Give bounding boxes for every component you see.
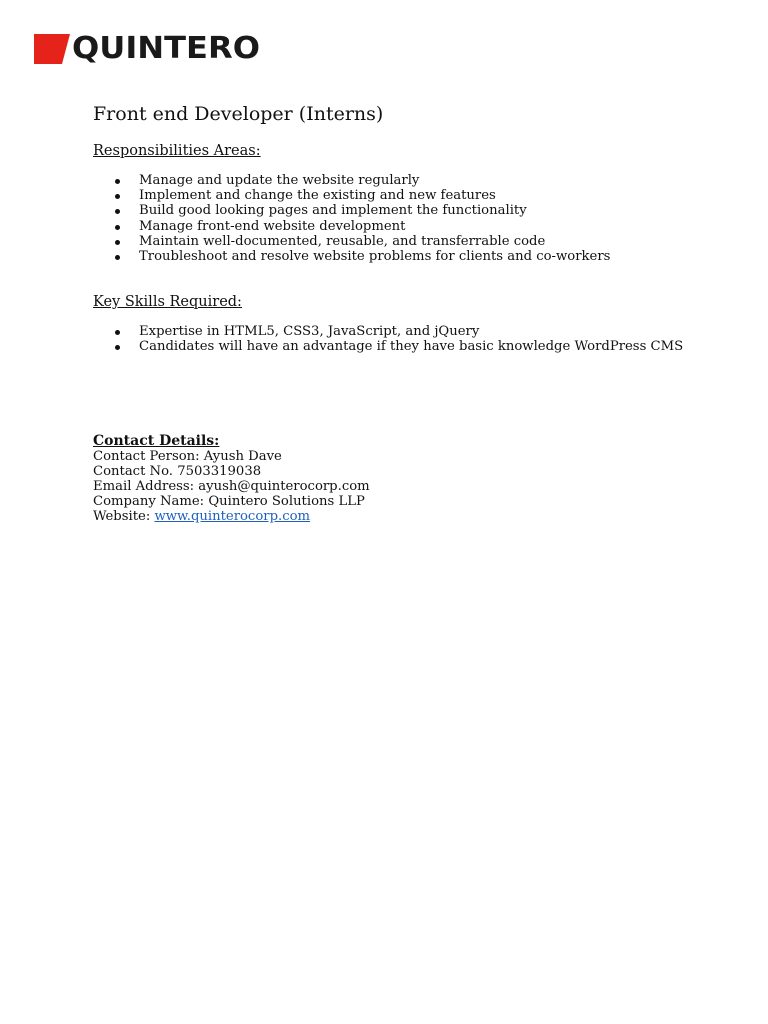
- contact-website: [93, 509, 733, 524]
- website-label: Website:: [93, 509, 155, 525]
- contact-section: [93, 433, 733, 525]
- bullet-icon: [115, 179, 120, 184]
- contact-company: Company Name: Quintero Solutions LLP: [93, 494, 365, 510]
- list-item-text: Expertise in HTML5, CSS3, JavaScript, and jQuery: [139, 324, 480, 340]
- list-item: [93, 339, 733, 354]
- bullet-icon: [115, 194, 120, 199]
- contact-email: Email Address: ayush@quinterocorp.com: [93, 479, 370, 495]
- list-item: [93, 234, 733, 249]
- logo-mark-icon: [34, 34, 70, 64]
- list-item: [93, 203, 733, 218]
- contact-person: Contact Person: Ayush Dave: [93, 448, 282, 464]
- list-item: [93, 219, 733, 234]
- list-item-text: Candidates will have an advantage if they have basic knowledge WordPress CMS: [139, 339, 684, 355]
- list-item-text: Implement and change the existing and new features: [139, 188, 496, 204]
- website-link[interactable]: www.quinterocorp.com: [154, 509, 311, 525]
- list-item-text: Maintain well-documented, reusable, and transferrable code: [139, 233, 546, 249]
- list-item-text: Troubleshoot and resolve website problems for clients and co-workers: [139, 249, 611, 265]
- document-body: [93, 101, 733, 525]
- bullet-icon: [115, 225, 120, 230]
- list-item: [93, 324, 733, 339]
- list-item-text: Manage front-end website development: [139, 218, 406, 234]
- list-item-text: Build good looking pages and implement the functionality: [139, 203, 527, 219]
- bullet-icon: [115, 209, 120, 214]
- list-item: [93, 188, 733, 203]
- skills-list: [93, 324, 733, 354]
- bullet-icon: [115, 330, 120, 335]
- list-item: [93, 249, 733, 264]
- skills-heading: Key Skills Required:: [93, 294, 242, 311]
- logo-text: QUINTERO: [72, 31, 261, 66]
- responsibilities-list: [93, 173, 733, 264]
- contact-phone: Contact No. 7503319038: [93, 463, 262, 479]
- bullet-icon: [115, 255, 120, 260]
- responsibilities-heading: Responsibilities Areas:: [93, 143, 261, 159]
- bullet-icon: [115, 240, 120, 245]
- contact-heading: Contact Details:: [93, 432, 220, 449]
- company-logo: [34, 31, 261, 66]
- list-item-text: Manage and update the website regularly: [139, 173, 420, 188]
- bullet-icon: [115, 345, 120, 350]
- job-title: Front end Developer (Interns): [93, 103, 384, 125]
- list-item: [93, 173, 733, 188]
